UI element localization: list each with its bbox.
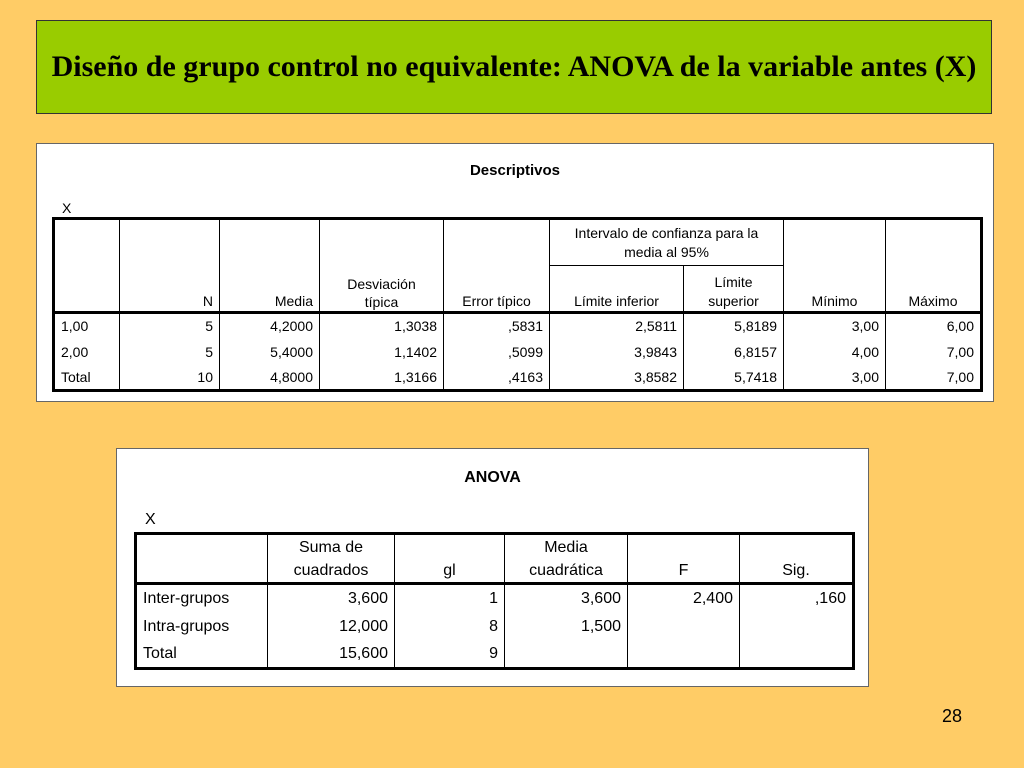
header-maximo: Máximo xyxy=(886,219,982,313)
header-media-cuadratica-text: Media cuadrática xyxy=(529,539,603,579)
cell-minimo: 3,00 xyxy=(784,313,886,339)
table-row xyxy=(54,365,982,391)
header-minimo: Mínimo xyxy=(784,219,886,313)
header-media-cuadratica xyxy=(505,534,628,584)
table-row xyxy=(54,313,982,339)
cell-f xyxy=(628,641,740,669)
slide-title: Diseño de grupo control no equivalente: ANOVA de la variable antes (X) xyxy=(51,50,977,83)
cell-media-cuadratica: 3,600 xyxy=(505,584,628,613)
cell-sig xyxy=(740,641,854,669)
cell-f: 2,400 xyxy=(628,584,740,613)
header-suma-cuadrados xyxy=(268,534,395,584)
cell-desviacion-tipica: 1,1402 xyxy=(320,339,444,365)
row-label: Inter-grupos xyxy=(136,584,268,613)
cell-n: 5 xyxy=(120,313,220,339)
cell-sig xyxy=(740,613,854,641)
cell-maximo: 6,00 xyxy=(886,313,982,339)
header-limite-superior xyxy=(684,266,784,313)
cell-limite-superior: 5,8189 xyxy=(684,313,784,339)
cell-media: 5,4000 xyxy=(220,339,320,365)
cell-gl: 9 xyxy=(395,641,505,669)
descriptivos-title: Descriptivos xyxy=(469,162,561,179)
table-row xyxy=(136,641,854,669)
cell-gl: 1 xyxy=(395,584,505,613)
row-label: Intra-grupos xyxy=(136,613,268,641)
header-f: F xyxy=(628,534,740,584)
descriptivos-header-blank xyxy=(54,219,120,313)
descriptivos-table xyxy=(52,217,983,392)
header-n: N xyxy=(120,219,220,313)
cell-media-cuadratica: 1,500 xyxy=(505,613,628,641)
cell-error-tipico: ,5831 xyxy=(444,313,550,339)
cell-limite-inferior: 3,9843 xyxy=(550,339,684,365)
anova-variable-label: X xyxy=(145,511,156,528)
cell-media: 4,2000 xyxy=(220,313,320,339)
cell-n: 10 xyxy=(120,365,220,391)
anova-panel xyxy=(116,448,869,687)
cell-error-tipico: ,5099 xyxy=(444,339,550,365)
anova-title: ANOVA xyxy=(464,469,521,486)
cell-gl: 8 xyxy=(395,613,505,641)
cell-limite-superior: 5,7418 xyxy=(684,365,784,391)
row-label: 2,00 xyxy=(54,339,120,365)
anova-table xyxy=(134,532,855,670)
header-intervalo-confianza xyxy=(550,219,784,266)
row-label: Total xyxy=(136,641,268,669)
header-sig: Sig. xyxy=(740,534,854,584)
cell-limite-superior: 6,8157 xyxy=(684,339,784,365)
cell-sig: ,160 xyxy=(740,584,854,613)
header-limite-superior-text: Límite superior xyxy=(708,274,759,309)
cell-suma-cuadrados: 15,600 xyxy=(268,641,395,669)
cell-suma-cuadrados: 12,000 xyxy=(268,613,395,641)
cell-media: 4,8000 xyxy=(220,365,320,391)
cell-maximo: 7,00 xyxy=(886,339,982,365)
table-row xyxy=(54,339,982,365)
header-intervalo-confianza-text: Intervalo de confianza para la media al 95% xyxy=(574,224,759,260)
cell-maximo: 7,00 xyxy=(886,365,982,391)
cell-desviacion-tipica: 1,3038 xyxy=(320,313,444,339)
header-desviacion-tipica-text: Desviación típica xyxy=(347,276,416,310)
descriptivos-variable-label: X xyxy=(62,200,72,216)
cell-limite-inferior: 3,8582 xyxy=(550,365,684,391)
anova-header-blank xyxy=(136,534,268,584)
cell-n: 5 xyxy=(120,339,220,365)
cell-minimo: 3,00 xyxy=(784,365,886,391)
slide-title-box xyxy=(36,20,992,114)
table-row xyxy=(136,613,854,641)
descriptivos-panel xyxy=(36,143,994,402)
page-number: 28 xyxy=(941,706,962,726)
header-media: Media xyxy=(220,219,320,313)
cell-suma-cuadrados: 3,600 xyxy=(268,584,395,613)
header-suma-cuadrados-text: Suma de cuadrados xyxy=(293,539,369,579)
cell-desviacion-tipica: 1,3166 xyxy=(320,365,444,391)
header-error-tipico: Error típico xyxy=(444,219,550,313)
cell-minimo: 4,00 xyxy=(784,339,886,365)
cell-error-tipico: ,4163 xyxy=(444,365,550,391)
row-label: 1,00 xyxy=(54,313,120,339)
header-limite-inferior: Límite inferior xyxy=(550,266,684,313)
header-desviacion-tipica xyxy=(320,219,444,313)
row-label: Total xyxy=(54,365,120,391)
cell-limite-inferior: 2,5811 xyxy=(550,313,684,339)
cell-media-cuadratica xyxy=(505,641,628,669)
header-gl: gl xyxy=(395,534,505,584)
cell-f xyxy=(628,613,740,641)
table-row xyxy=(136,584,854,613)
